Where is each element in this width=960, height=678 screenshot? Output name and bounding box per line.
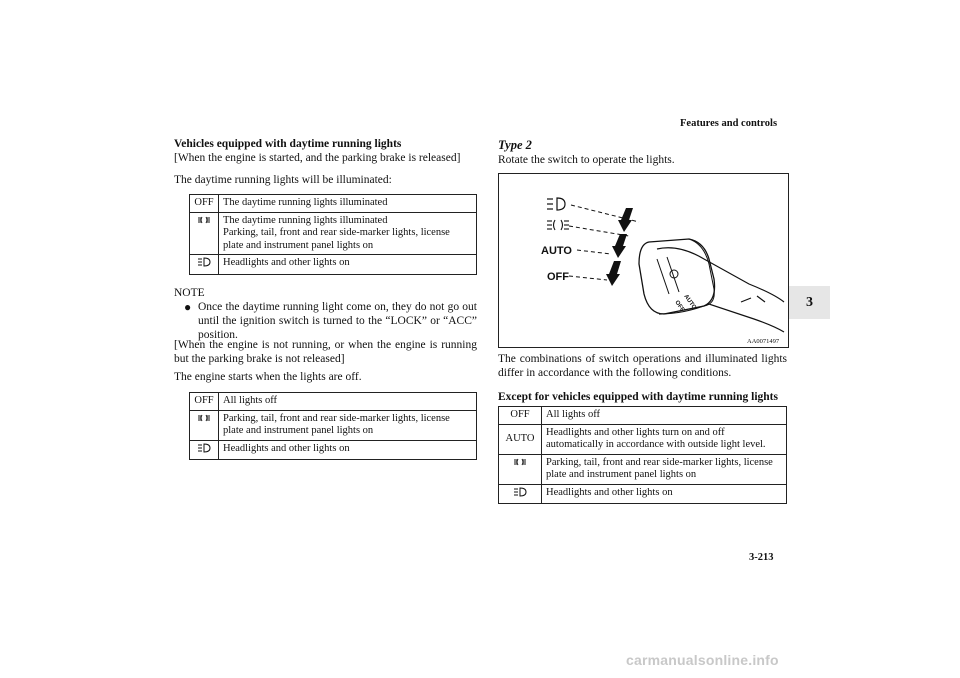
rotate-text: Rotate the switch to operate the lights. [498, 154, 675, 166]
table2-desc-off: All lights off [219, 393, 477, 411]
bullet-icon: ● [184, 300, 192, 314]
switch-label-off: OFF [673, 299, 686, 313]
table2-desc-headlight: Headlights and other lights on [219, 440, 477, 460]
intro-text: The daytime running lights will be illuminated: [174, 174, 392, 186]
note-label: NOTE [174, 287, 205, 299]
chapter-tab: 3 [789, 286, 830, 319]
switch-label-auto: AUTO [682, 293, 697, 311]
table1-desc-off: The daytime running lights illuminated [219, 195, 477, 213]
headlight-icon [499, 484, 542, 504]
table3-desc-auto: Headlights and other lights turn on and off automatically in accordance with outside light level. [542, 424, 787, 454]
engine-starts-text: The engine starts when the lights are off. [174, 371, 362, 383]
table1-desc-headlight: Headlights and other lights on [219, 255, 477, 275]
figure-parking-light-icon [547, 220, 569, 230]
type2-title: Type 2 [498, 138, 532, 152]
watermark: carmanualsonline.info [626, 652, 779, 668]
parking-light-icon [499, 454, 542, 484]
figure-code: AA0071497 [747, 338, 780, 345]
daytime-heading: Vehicles equipped with daytime running lights [174, 138, 402, 150]
combination-text: The combinations of switch operations and illuminated lights differ in accordance with the following conditions. [498, 353, 787, 379]
condition-not-running: [When the engine is not running, or when the engine is running but the parking brake is not released] [174, 339, 477, 365]
page-number: 3-213 [749, 552, 774, 563]
headlight-icon [190, 440, 219, 460]
table2-desc-parking: Parking, tail, front and rear side-marker lights, license plate and instrument panel lights on [219, 410, 477, 440]
table1-key-off: OFF [190, 195, 219, 213]
table3-desc-off: All lights off [542, 407, 787, 425]
light-table-except-daytime [498, 406, 787, 504]
table2-key-off: OFF [190, 393, 219, 411]
table3-key-off: OFF [499, 407, 542, 425]
light-table-daytime-not-running [189, 392, 477, 460]
section-header: Features and controls [680, 118, 778, 129]
headlight-icon [190, 255, 219, 275]
table3-desc-parking: Parking, tail, front and rear side-marker lights, license plate and instrument panel lights on [542, 454, 787, 484]
figure-label-off: OFF [547, 271, 569, 283]
figure-label-auto: AUTO [541, 245, 572, 257]
parking-light-icon [190, 212, 219, 255]
condition-started: [When the engine is started, and the parking brake is released] [174, 152, 461, 164]
parking-light-icon [190, 410, 219, 440]
table3-desc-headlight: Headlights and other lights on [542, 484, 787, 504]
table3-key-auto: AUTO [499, 424, 542, 454]
switch-figure [498, 173, 789, 348]
figure-headlight-icon [547, 198, 565, 210]
lighting-switch-illustration [499, 174, 788, 347]
note-text: Once the daytime running light come on, they do not go out until the ignition switch is turned to the “LOCK” or “ACC” position. [198, 301, 477, 341]
light-table-daytime-started [189, 194, 477, 275]
except-heading: Except for vehicles equipped with daytime running lights [498, 391, 778, 403]
table1-desc-parking: The daytime running lights illuminated Parking, tail, front and rear side-marker lights, license plate and instrument panel lights on [219, 212, 477, 255]
